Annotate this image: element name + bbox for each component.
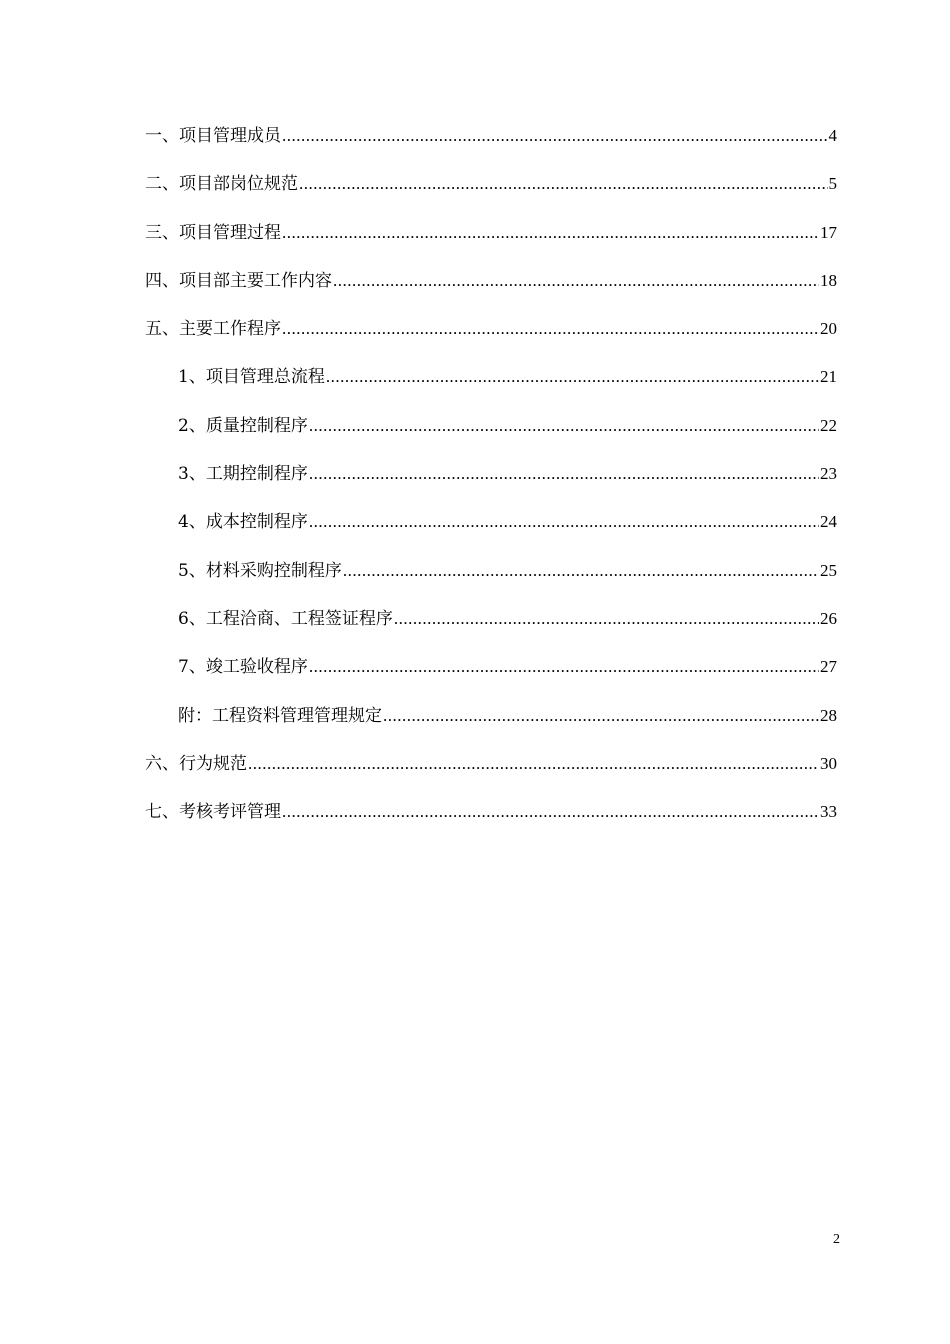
toc-entry[interactable] [145, 269, 837, 317]
toc-dot-leader [326, 365, 819, 389]
toc-entry-title: 二、项目部岗位规范 [145, 174, 298, 195]
toc-dot-leader [343, 559, 819, 583]
toc-subentry[interactable] [145, 704, 837, 752]
toc-subentry[interactable] [145, 655, 837, 703]
toc-dot-leader [282, 800, 819, 824]
toc-entry[interactable] [145, 800, 837, 848]
toc-dot-leader [282, 124, 828, 148]
toc-entry-title: 三、项目管理过程 [145, 222, 281, 243]
toc-entry-title: 六、行为规范 [145, 753, 247, 774]
toc-entry[interactable] [145, 124, 837, 172]
toc-entry[interactable] [145, 317, 837, 365]
toc-subentry[interactable] [145, 607, 837, 655]
toc-entry-page: 27 [820, 657, 837, 677]
toc-entry-page: 4 [828, 126, 837, 145]
toc-entry-page: 25 [820, 560, 837, 580]
toc-entry-page: 24 [820, 512, 837, 532]
toc-dot-leader [383, 704, 819, 728]
toc-subentry[interactable] [145, 559, 837, 607]
toc-entry[interactable] [145, 221, 837, 269]
toc-entry-page: 20 [820, 319, 837, 339]
toc-subentry[interactable] [145, 365, 837, 413]
toc-dot-leader [299, 172, 828, 196]
toc-entry-page: 22 [820, 415, 837, 435]
toc-entry-page: 23 [820, 464, 837, 484]
toc-entry[interactable] [145, 172, 837, 220]
toc-dot-leader [248, 752, 819, 776]
toc-entry-title: 3、工期控制程序 [178, 464, 308, 485]
toc-entry-title: 四、项目部主要工作内容 [145, 270, 332, 291]
toc-entry-title: 一、项目管理成员 [145, 126, 281, 146]
toc-entry-title: 6、工程洽商、工程签证程序 [178, 608, 393, 629]
toc-entry-title: 五、主要工作程序 [145, 319, 281, 340]
toc-subentry[interactable] [145, 462, 837, 510]
toc-entry-page: 26 [820, 608, 837, 628]
toc-dot-leader [309, 462, 819, 486]
toc-dot-leader [394, 607, 819, 631]
toc-dot-leader [309, 414, 819, 438]
toc-dot-leader [333, 269, 819, 293]
toc-subentry[interactable] [145, 510, 837, 558]
toc-entry-page: 21 [820, 367, 837, 387]
toc-entry-page: 18 [820, 270, 837, 290]
toc-entry-page: 33 [820, 802, 837, 822]
table-of-contents [145, 124, 837, 848]
toc-entry-page: 5 [828, 174, 837, 194]
toc-entry-page: 17 [820, 222, 837, 242]
toc-entry-page: 30 [820, 753, 837, 773]
toc-dot-leader [282, 317, 819, 341]
toc-entry-title: 2、质量控制程序 [178, 415, 308, 436]
toc-dot-leader [309, 655, 819, 679]
toc-entry[interactable] [145, 752, 837, 800]
toc-dot-leader [309, 510, 819, 534]
toc-entry-title: 附：工程资料管理管理规定 [178, 705, 382, 726]
toc-entry-title: 7、竣工验收程序 [178, 657, 308, 678]
toc-entry-title: 1、项目管理总流程 [178, 367, 325, 388]
toc-entry-page: 28 [820, 705, 837, 725]
toc-entry-title: 5、材料采购控制程序 [178, 560, 342, 581]
toc-dot-leader [282, 221, 819, 245]
toc-entry-title: 七、考核考评管理 [145, 802, 281, 823]
toc-entry-title: 4、成本控制程序 [178, 512, 308, 533]
toc-subentry[interactable] [145, 414, 837, 462]
page-number: 2 [833, 1232, 840, 1247]
